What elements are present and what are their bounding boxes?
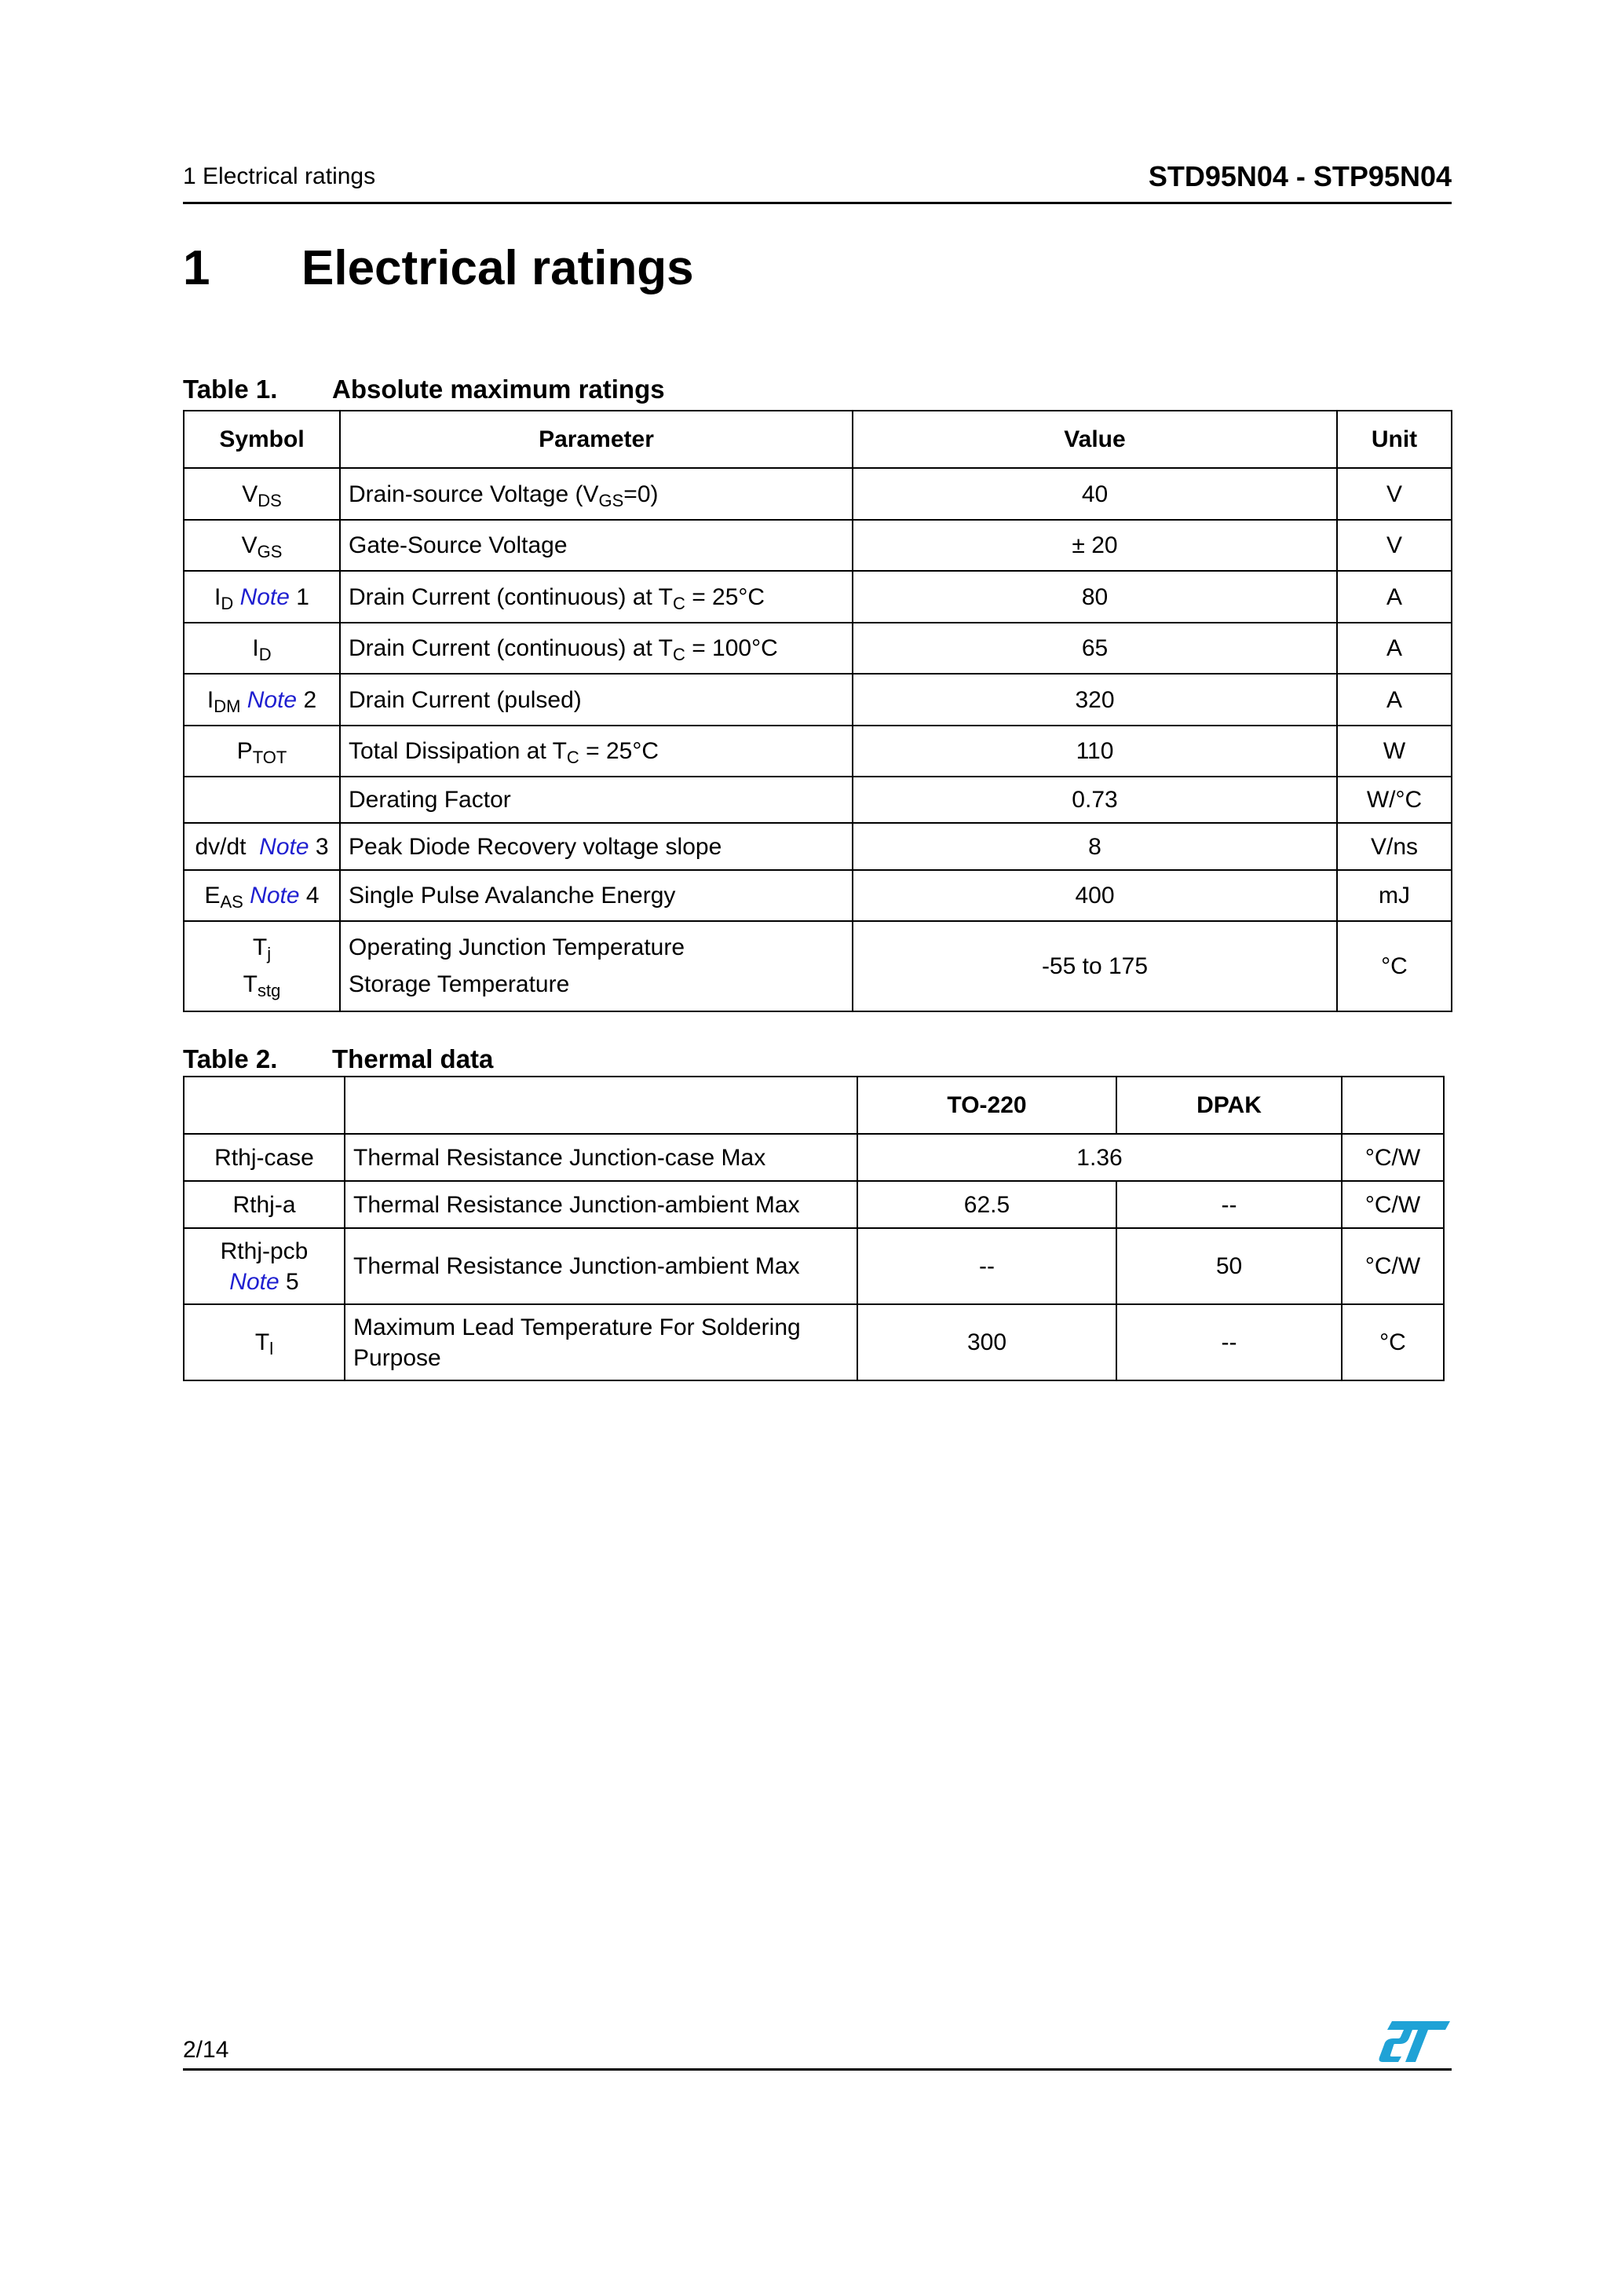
parameter-cell: Maximum Lead Temperature For Soldering Purpose (345, 1304, 857, 1380)
parameter-cell: Drain Current (continuous) at $T_C = 25^\circ C$ (340, 571, 853, 623)
column-header-parameter: Parameter (340, 411, 853, 468)
table2-title: Thermal data (332, 1044, 494, 1073)
value-cell: 320 (853, 674, 1337, 726)
parameter-cell: Gate-Source Voltage (340, 520, 853, 571)
unit-cell: V (1337, 520, 1452, 571)
symbol-cell: $V_{GS}$ (184, 520, 340, 571)
symbol-cell: Rthj-a (184, 1181, 345, 1228)
dpak-value-cell: 50 (1116, 1228, 1342, 1304)
value-cell: 400 (853, 870, 1337, 921)
symbol-cell (184, 777, 340, 823)
table1-title: Absolute maximum ratings (332, 375, 665, 404)
table-row (184, 1228, 1444, 1304)
symbol-cell: Rthj-case (184, 1134, 345, 1181)
table-row (184, 870, 1452, 921)
value-cell: 0.73 (853, 777, 1337, 823)
dpak-value-cell: -- (1116, 1304, 1342, 1380)
unit-cell: °C (1337, 921, 1452, 1011)
column-header-dpak: DPAK (1116, 1077, 1342, 1134)
unit-cell: mJ (1337, 870, 1452, 921)
table-row (184, 520, 1452, 571)
unit-cell: °C/W (1342, 1228, 1444, 1304)
table-row (184, 1134, 1444, 1181)
parameter-cell: Derating Factor (340, 777, 853, 823)
note-link[interactable]: Note (247, 686, 298, 713)
unit-cell: V (1337, 468, 1452, 520)
absolute-maximum-ratings-table (183, 410, 1452, 1012)
symbol-cell: dv/dt Note 3 (184, 823, 340, 870)
value-cell: 65 (853, 623, 1337, 674)
to220-value-cell: 62.5 (857, 1181, 1116, 1228)
table-row (184, 674, 1452, 726)
footer-rule (183, 2068, 1452, 2071)
parameter-cell: Drain Current (pulsed) (340, 674, 853, 726)
symbol-cell: $I_D$ (184, 623, 340, 674)
note-link[interactable]: Note (229, 1268, 279, 1295)
table-row (184, 468, 1452, 520)
value-cell: 80 (853, 571, 1337, 623)
value-cell: -55 to 175 (853, 921, 1337, 1011)
st-logo-icon (1378, 2018, 1452, 2065)
symbol-cell: Rthj-pcb Note 5 (184, 1228, 345, 1304)
unit-cell: A (1337, 674, 1452, 726)
symbol-cell: $V_{DS}$ (184, 468, 340, 520)
unit-cell: A (1337, 623, 1452, 674)
header-rule (183, 202, 1452, 204)
column-header-value: Value (853, 411, 1337, 468)
value-cell: 40 (853, 468, 1337, 520)
table-header-row (184, 411, 1452, 468)
dpak-value-cell: -- (1116, 1181, 1342, 1228)
column-header-unit: Unit (1337, 411, 1452, 468)
page-number: 2/14 (183, 2037, 229, 2063)
running-header-part-numbers: STD95N04 - STP95N04 (1148, 160, 1452, 192)
column-header-parameter (345, 1077, 857, 1134)
table-row (184, 921, 1452, 1011)
symbol-cell: $T_j$ $T_{stg}$ (184, 921, 340, 1011)
unit-cell: W (1337, 726, 1452, 777)
table-row (184, 823, 1452, 870)
running-header-section: 1 Electrical ratings (183, 163, 376, 189)
table-row (184, 1181, 1444, 1228)
note-link[interactable]: Note (239, 583, 290, 610)
note-link[interactable]: Note (250, 883, 300, 909)
parameter-cell: Thermal Resistance Junction-case Max (345, 1134, 857, 1181)
note-link[interactable]: Note (259, 833, 309, 860)
unit-cell: W/°C (1337, 777, 1452, 823)
unit-cell: °C (1342, 1304, 1444, 1380)
parameter-cell: Drain-source Voltage $(V_{GS}=0)$ (340, 468, 853, 520)
value-cell-merged: 1.36 (857, 1134, 1342, 1181)
symbol-cell: $P_{TOT}$ (184, 726, 340, 777)
column-header-to220: TO-220 (857, 1077, 1116, 1134)
table1-caption (183, 375, 665, 404)
value-cell: 110 (853, 726, 1337, 777)
parameter-cell: Peak Diode Recovery voltage slope (340, 823, 853, 870)
section-number: 1 (183, 241, 210, 295)
unit-cell: °C/W (1342, 1181, 1444, 1228)
parameter-cell: Thermal Resistance Junction-ambient Max (345, 1228, 857, 1304)
table2-label: Table 2. (183, 1044, 278, 1073)
unit-cell: A (1337, 571, 1452, 623)
section-title: Electrical ratings (301, 241, 694, 295)
parameter-cell: Single Pulse Avalanche Energy (340, 870, 853, 921)
value-cell: ± 20 (853, 520, 1337, 571)
table-row (184, 777, 1452, 823)
parameter-cell: Total Dissipation at $T_C = 25^\circ C$ (340, 726, 853, 777)
column-header-symbol: Symbol (184, 411, 340, 468)
table-row (184, 1304, 1444, 1380)
symbol-cell: $E_{AS}$ Note 4 (184, 870, 340, 921)
symbol-cell: $I_D$ Note 1 (184, 571, 340, 623)
symbol-cell: $T_l$ (184, 1304, 345, 1380)
table-row (184, 571, 1452, 623)
parameter-cell: Operating Junction Temperature Storage Temperature (340, 921, 853, 1011)
table-row (184, 623, 1452, 674)
column-header-unit (1342, 1077, 1444, 1134)
table1-label: Table 1. (183, 375, 278, 404)
parameter-cell: Drain Current (continuous) at $T_C = 100^\circ C$ (340, 623, 853, 674)
unit-cell: V/ns (1337, 823, 1452, 870)
table-row (184, 726, 1452, 777)
thermal-data-table (183, 1076, 1445, 1381)
symbol-cell: $I_{DM}$ Note 2 (184, 674, 340, 726)
table2-caption (183, 1044, 494, 1074)
unit-cell: °C/W (1342, 1134, 1444, 1181)
to220-value-cell: 300 (857, 1304, 1116, 1380)
to220-value-cell: -- (857, 1228, 1116, 1304)
column-header-symbol (184, 1077, 345, 1134)
value-cell: 8 (853, 823, 1337, 870)
parameter-cell: Thermal Resistance Junction-ambient Max (345, 1181, 857, 1228)
table-header-row (184, 1077, 1444, 1134)
